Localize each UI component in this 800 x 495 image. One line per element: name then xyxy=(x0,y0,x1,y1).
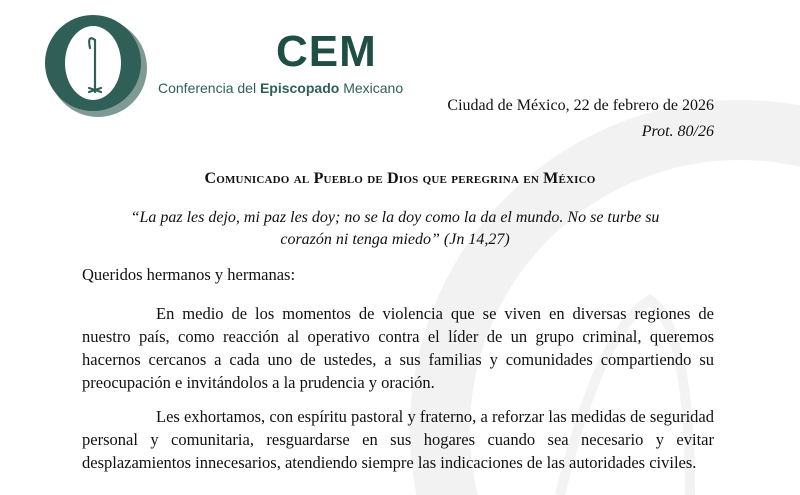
epigraph-quote: “La paz les dejo, mi paz les doy; no se la doy como la da el mundo. No se turbe su corazón ni tenga miedo” (Jn 14,27) xyxy=(130,209,660,248)
document-title: Comunicado al Pueblo de Dios que peregrina en México xyxy=(204,170,596,187)
logo xyxy=(40,10,150,120)
protocol-number: Prot. 80/26 xyxy=(641,123,714,140)
place-date: Ciudad de México, 22 de febrero de 2026 xyxy=(447,97,714,114)
paragraph: Les exhortamos, con espíritu pastoral y fraterno, a reforzar las medidas de seguridad personal y comunitaria, resguardarse en sus hogares cuando sea necesario y evitar desplazamientos innecesarios, atendiendo siempre las indicaciones de las autoridades civiles. xyxy=(82,407,714,472)
salutation: Queridos hermanos y hermanas: xyxy=(82,265,296,284)
org-acronym: CEM xyxy=(276,27,377,76)
paragraph: En medio de los momentos de violencia que se viven en diversas regiones de nuestro país, como reacción al operativo contra el líder de un grupo criminal, queremos hacernos cercanos a cada uno de ustedes, a sus familias y comunidades compartiendo su preocupación e invitándolos a la prudencia y oración. xyxy=(82,304,714,392)
org-name: Conferencia del Episcopado Mexicano xyxy=(158,80,404,96)
crosier-icon xyxy=(40,10,150,120)
